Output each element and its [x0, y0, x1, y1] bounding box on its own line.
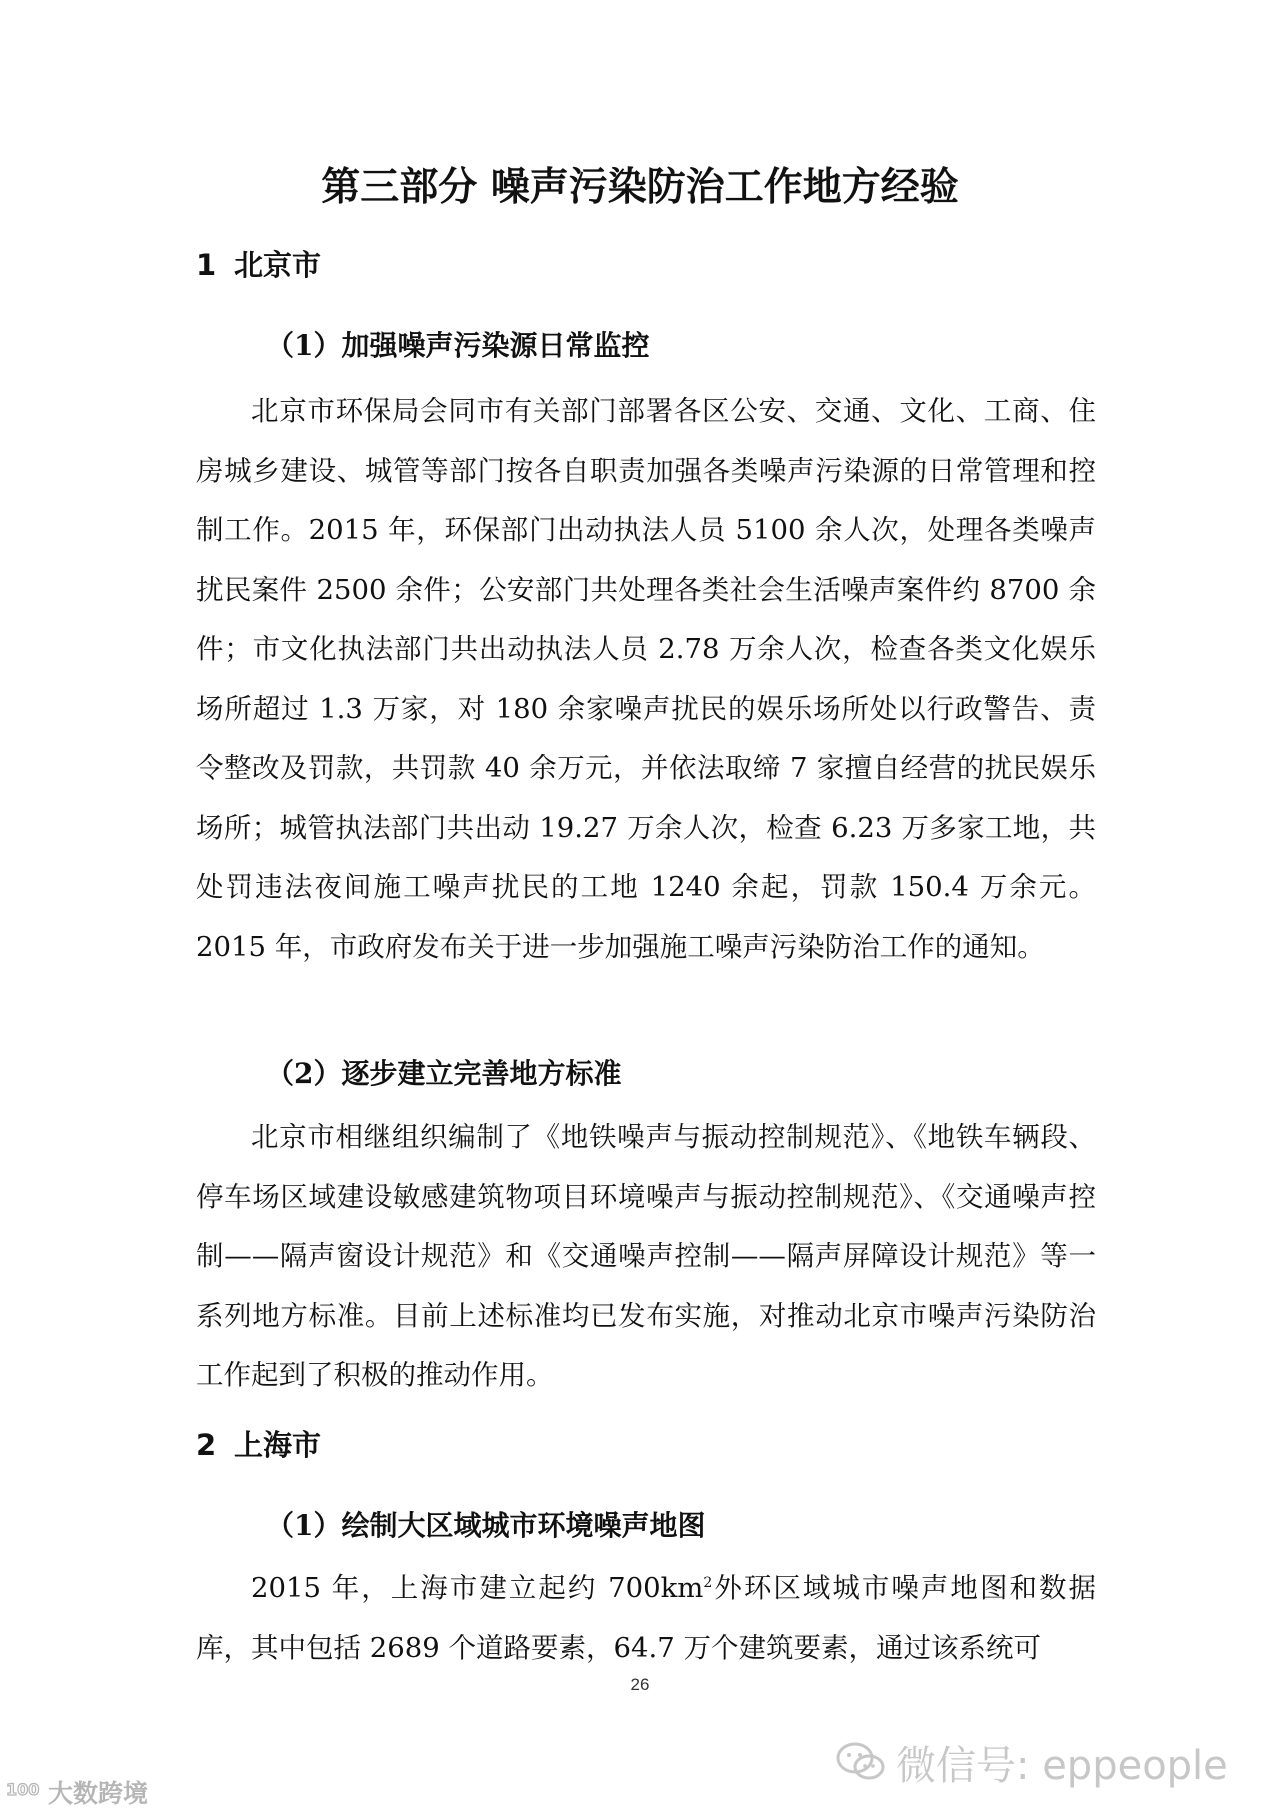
- section-name: 北京市: [234, 248, 322, 282]
- paragraph-shanghai-1: [196, 1559, 1096, 1678]
- paragraph-beijing-2: 北京市相继组织编制了《地铁噪声与振动控制规范》、《地铁车辆段、停车场区域建设敏感建筑物项目环境噪声与振动控制规范》、《交通噪声控制——隔声窗设计规范》和《交通噪声控制——隔声屏障设计规范》等一系列地方标准。目前上述标准均已发布实施，对推动北京市噪声污染防治工作起到了积极的推动作用。: [196, 1121, 1096, 1391]
- superscript-2: 2: [703, 1574, 713, 1591]
- wechat-icon: [836, 1741, 886, 1783]
- page-title: 第三部分 噪声污染防治工作地方经验: [321, 164, 959, 210]
- subheading-beijing-1: （1）加强噪声污染源日常监控: [266, 329, 650, 362]
- svg-text:100: 100: [6, 1780, 40, 1799]
- section-name: 上海市: [234, 1428, 322, 1462]
- wechat-id-text: 微信号: eppeople: [896, 1742, 1228, 1789]
- section-heading-shanghai: [196, 1425, 321, 1465]
- section-number: 1: [196, 248, 217, 282]
- subheading-shanghai-1: （1）绘制大区域城市环境噪声地图: [266, 1509, 706, 1542]
- paragraph-text-a: 2015 年，上海市建立起约 700km: [251, 1572, 704, 1604]
- paragraph-text-b: 外环区域城市噪声地图和数据库，其中包括 2689 个道路要素，64.7 万个建筑要素，通过该系统可: [196, 1572, 1096, 1664]
- brand-logo-icon: [6, 1777, 42, 1807]
- page-number: 26: [630, 1675, 650, 1694]
- subheading-beijing-2: （2）逐步建立完善地方标准: [266, 1057, 622, 1090]
- brand-text: 大数跨境: [48, 1779, 149, 1808]
- section-number: 2: [196, 1428, 217, 1462]
- section-heading-beijing: [196, 245, 321, 285]
- wechat-watermark: [836, 1738, 1228, 1789]
- brand-watermark: [6, 1778, 148, 1806]
- paragraph-beijing-1: 北京市环保局会同市有关部门部署各区公安、交通、文化、工商、住房城乡建设、城管等部门按各自职责加强各类噪声污染源的日常管理和控制工作。2015 年，环保部门出动执法人员 5100 余人次，处理各类噪声扰民案件 2500 余件；公安部门共处理各类社会生活噪声案件约 8700 余件；市文化执法部门共出动执法人员 2.78 万余人次，检查各类文化娱乐场所超过 1.3 万家，对 180 余家噪声扰民的娱乐场所处以行政警告、责令整改及罚款，共罚款 40 余万元，并依法取缔 7 家擅自经营的扰民娱乐场所；城管执法部门共出动 19.27 万余人次，检查 6.23 万多家工地，共处罚违法夜间施工噪声扰民的工地 1240 余起，罚款 150.4 万余元。2015 年，市政府发布关于进一步加强施工噪声污染防治工作的通知。: [196, 395, 1096, 963]
